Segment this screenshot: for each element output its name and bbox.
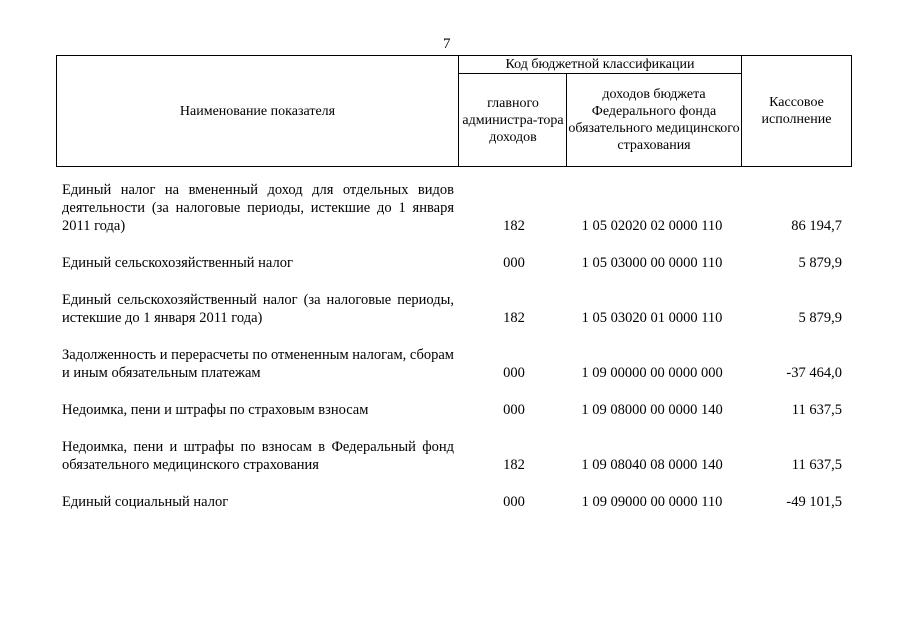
row-amount: 5 879,9 <box>798 255 842 271</box>
row-budget-code: 1 05 03020 01 0000 110 <box>581 310 723 326</box>
row-admin-code: 000 <box>503 365 525 381</box>
row-admin-code: 182 <box>503 457 525 473</box>
row-amount: 11 637,5 <box>791 402 842 418</box>
row-admin-code: 000 <box>503 494 525 510</box>
row-name: Единый налог на вмененный доход для отдельных видов деятельности (за налоговые периоды, истекшие до 1 января 2011 года) <box>62 182 454 234</box>
row-budget-code: 1 09 09000 00 0000 110 <box>581 494 723 510</box>
row-admin-code: 182 <box>503 218 525 234</box>
row-budget-code: 1 09 08040 08 0000 140 <box>581 457 723 473</box>
row-amount: -49 101,5 <box>786 494 842 510</box>
header-execution-column: Кассовое исполнение <box>761 95 832 127</box>
row-amount: -37 464,0 <box>786 365 842 381</box>
header-income-column: доходов бюджета Федерального фонда обязательного медицинского страхования <box>568 87 740 153</box>
row-name: Единый социальный налог <box>62 494 229 510</box>
row-name: Задолженность и перерасчеты по отмененным налогам, сборам и иным обязательным платежам <box>62 347 454 381</box>
row-admin-code: 000 <box>503 255 525 271</box>
row-budget-code: 1 05 03000 00 0000 110 <box>581 255 723 271</box>
header-divider <box>566 73 567 167</box>
header-admin-column: главного администра-тора доходов <box>462 95 564 145</box>
row-amount: 11 637,5 <box>791 457 842 473</box>
row-budget-code: 1 09 08000 00 0000 140 <box>581 402 723 418</box>
row-admin-code: 182 <box>503 310 525 326</box>
row-admin-code: 000 <box>503 402 525 418</box>
header-budget-classification: Код бюджетной классификации <box>505 57 695 72</box>
header-name-column: Наименование показателя <box>179 103 336 119</box>
row-name: Недоимка, пени и штрафы по взносам в Федеральный фонд обязательного медицинского страхования <box>62 439 454 473</box>
page-number: 7 <box>443 36 451 52</box>
row-budget-code: 1 09 00000 00 0000 000 <box>581 365 723 381</box>
row-name: Единый сельскохозяйственный налог (за налоговые периоды, истекшие до 1 января 2011 года) <box>62 292 454 326</box>
row-amount: 86 194,7 <box>791 218 842 234</box>
row-budget-code: 1 05 02020 02 0000 110 <box>581 218 723 234</box>
row-name: Единый сельскохозяйственный налог <box>62 255 293 271</box>
row-amount: 5 879,9 <box>798 310 842 326</box>
row-name: Недоимка, пени и штрафы по страховым взносам <box>62 402 369 418</box>
